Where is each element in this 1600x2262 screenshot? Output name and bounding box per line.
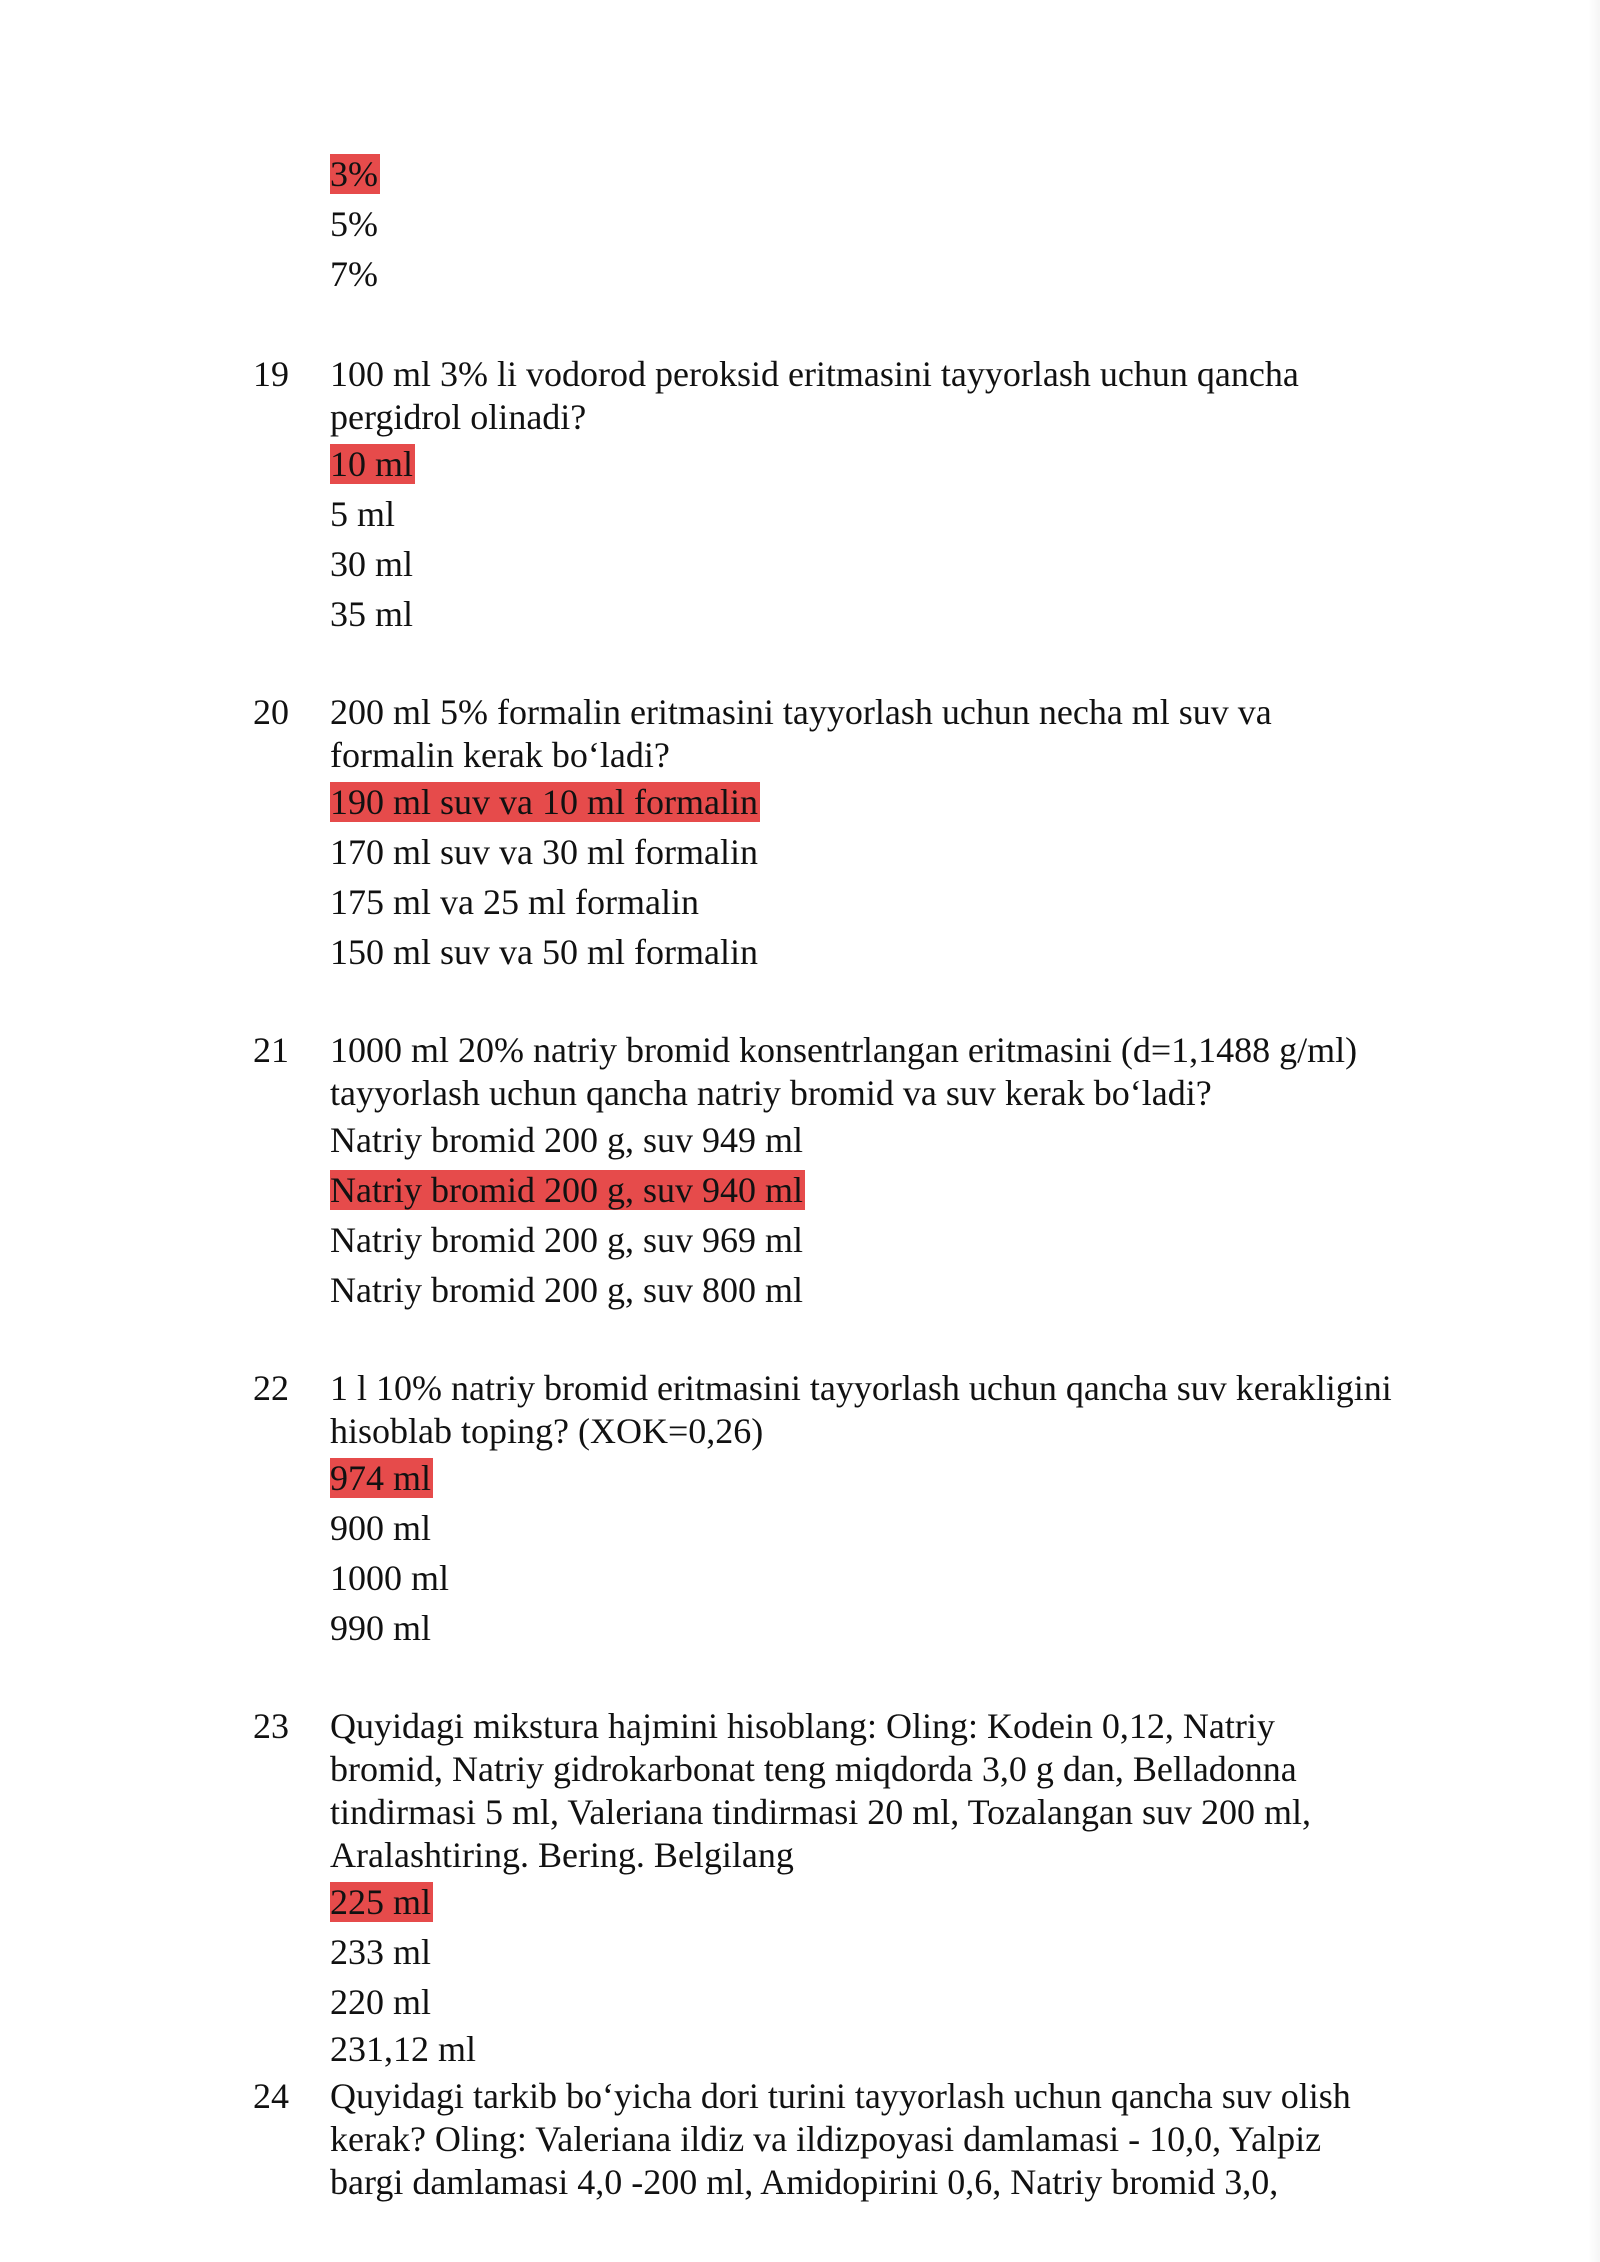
option: 5 ml	[330, 494, 396, 534]
question-text: 1 l 10% natriy bromid eritmasini tayyorlash uchun qancha suv kerakligini	[330, 1368, 1392, 1408]
option-correct	[330, 1456, 433, 1500]
question-number: 23	[253, 1706, 289, 1746]
option: 170 ml suv va 30 ml formalin	[330, 832, 758, 872]
answer-highlight: 190 ml suv va 10 ml formalin	[330, 782, 758, 822]
question-text: pergidrol olinadi?	[330, 397, 587, 437]
question-text: formalin kerak bo‘ladi?	[330, 735, 670, 775]
answer-highlight: Natriy bromid 200 g, suv 940 ml	[330, 1170, 803, 1210]
option-correct	[330, 1880, 433, 1924]
option-correct	[330, 1168, 805, 1212]
question-text: hisoblab toping? (XOK=0,26)	[330, 1411, 764, 1451]
question-number: 20	[253, 692, 289, 732]
question-number: 22	[253, 1368, 289, 1408]
option: 1000 ml	[330, 1558, 450, 1598]
question-text: 200 ml 5% formalin eritmasini tayyorlash uchun necha ml suv va	[330, 692, 1272, 732]
question-text: Quyidagi tarkib bo‘yicha dori turini tayyorlash uchun qancha suv olish	[330, 2076, 1351, 2116]
option: 7%	[330, 254, 378, 294]
option: 5%	[330, 204, 378, 244]
option: 900 ml	[330, 1508, 432, 1548]
option: 175 ml va 25 ml formalin	[330, 882, 699, 922]
option-correct	[330, 152, 380, 196]
option: Natriy bromid 200 g, suv 949 ml	[330, 1120, 803, 1160]
answer-highlight: 10 ml	[330, 444, 414, 484]
question-text: Quyidagi mikstura hajmini hisoblang: Oling: Kodein 0,12, Natriy	[330, 1706, 1275, 1746]
question-text: 100 ml 3% li vodorod peroksid eritmasini tayyorlash uchun qancha	[330, 354, 1299, 394]
option-correct	[330, 780, 760, 824]
question-text: Aralashtiring. Bering. Belgilang	[330, 1835, 794, 1875]
option: Natriy bromid 200 g, suv 969 ml	[330, 1220, 803, 1260]
option-correct	[330, 442, 415, 486]
question-number: 24	[253, 2076, 289, 2116]
option: 220 ml	[330, 1982, 432, 2022]
option: 233 ml	[330, 1932, 432, 1972]
question-number: 21	[253, 1030, 289, 1070]
answer-highlight: 3%	[330, 154, 378, 194]
option: 231,12 ml	[330, 2029, 477, 2069]
question-number: 19	[253, 354, 289, 394]
question-text: tayyorlash uchun qancha natriy bromid va suv kerak bo‘ladi?	[330, 1073, 1212, 1113]
answer-highlight: 974 ml	[330, 1458, 432, 1498]
question-text: 1000 ml 20% natriy bromid konsentrlangan eritmasini (d=1,1488 g/ml)	[330, 1030, 1358, 1070]
question-text: bargi damlamasi 4,0 -200 ml, Amidopirini 0,6, Natriy bromid 3,0,	[330, 2162, 1279, 2202]
question-text: kerak? Oling: Valeriana ildiz va ildizpoyasi damlamasi - 10,0, Yalpiz	[330, 2119, 1322, 2159]
option: 150 ml suv va 50 ml formalin	[330, 932, 758, 972]
option: 35 ml	[330, 594, 414, 634]
option: 30 ml	[330, 544, 414, 584]
answer-highlight: 225 ml	[330, 1882, 432, 1922]
page-edge-shadow	[1588, 0, 1600, 2262]
question-text: bromid, Natriy gidrokarbonat teng miqdorda 3,0 g dan, Belladonna	[330, 1749, 1297, 1789]
option: 990 ml	[330, 1608, 432, 1648]
question-text: tindirmasi 5 ml, Valeriana tindirmasi 20 ml, Tozalangan suv 200 ml,	[330, 1792, 1311, 1832]
option: Natriy bromid 200 g, suv 800 ml	[330, 1270, 803, 1310]
